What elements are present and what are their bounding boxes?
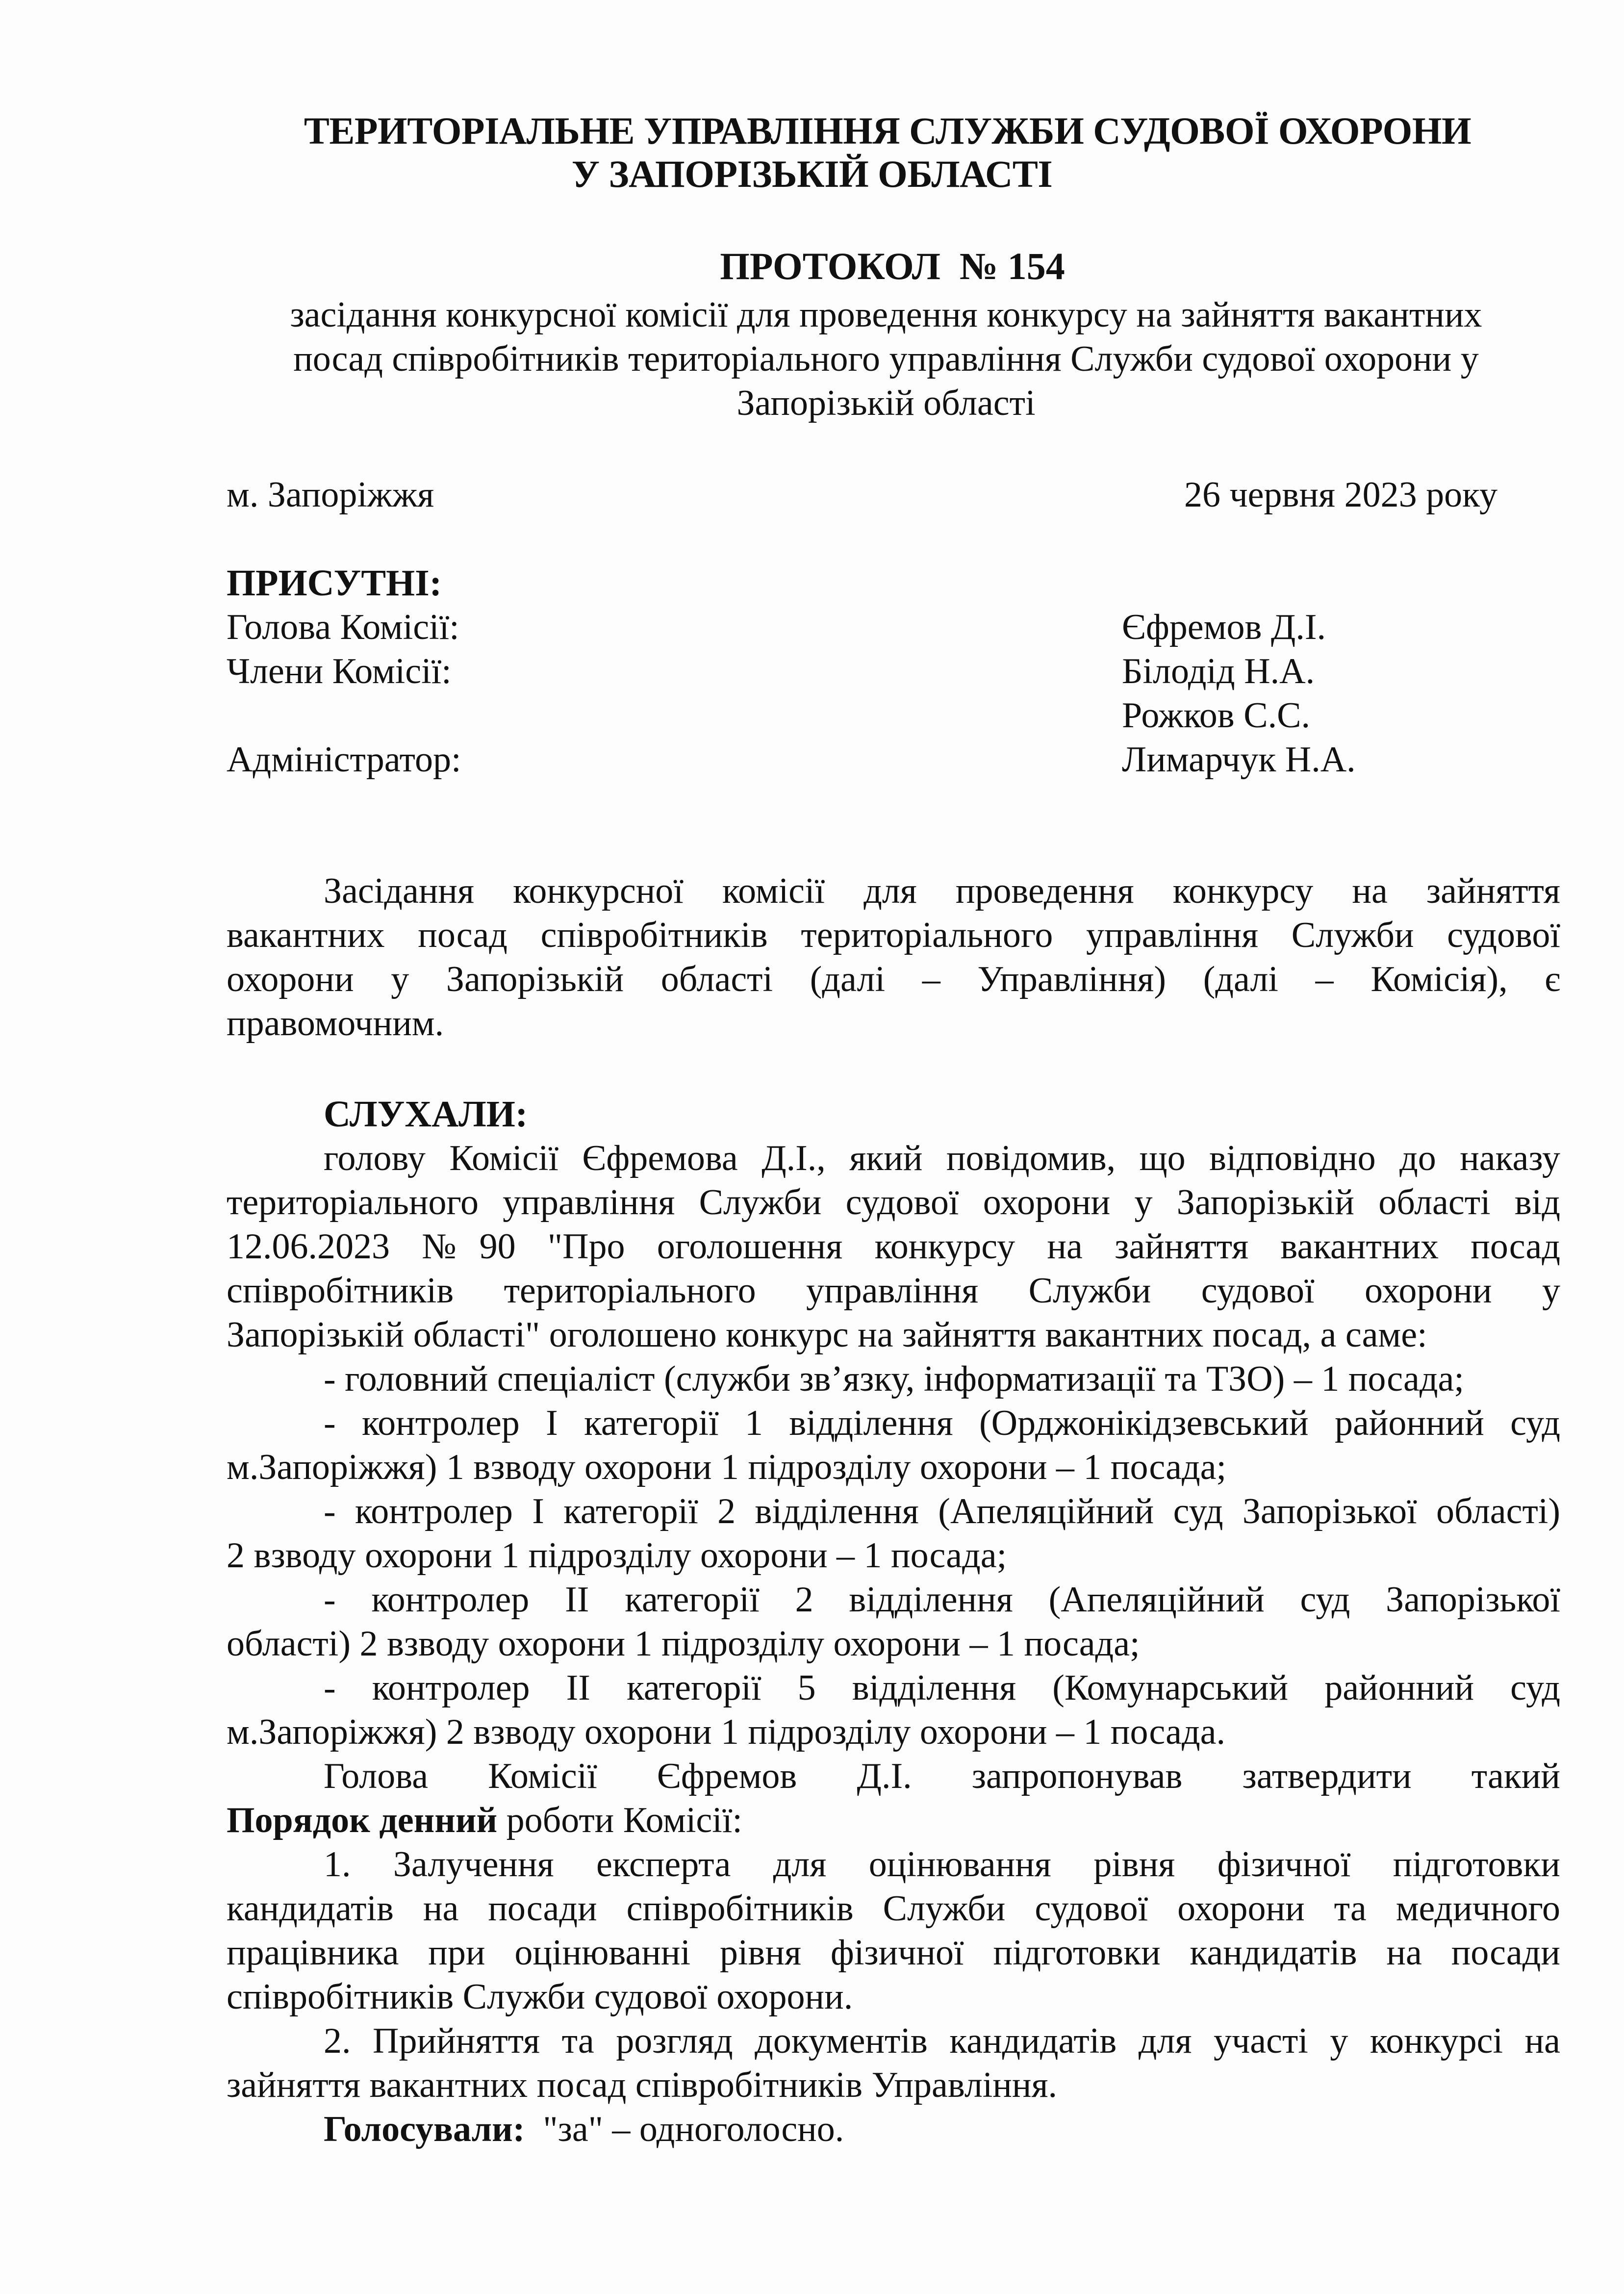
present-role: Голова Комісії:: [227, 607, 459, 647]
heard-line: м.Запоріжжя) 1 взводу охорони 1 підрозділу охорони – 1 посада;: [227, 1447, 1227, 1487]
heard-line: - головний спеціаліст (служби зв’язку, інформатизації та ТЗО) – 1 посада;: [324, 1359, 1464, 1399]
vote-value: "за" – одноголосно.: [525, 2109, 844, 2149]
present-name: Рожков С.С.: [1122, 695, 1310, 736]
present-name: Білодід Н.А.: [1122, 651, 1315, 691]
agenda-line: зайняття вакантних посад співробітників Управління.: [227, 2065, 1058, 2105]
agenda-line: 1. Залучення експерта для оцінювання рівня фізичної підготовки: [324, 1844, 1560, 1885]
org-title-line-1: ТЕРИТОРІАЛЬНЕ УПРАВЛІННЯ СЛУЖБИ СУДОВОЇ ОХОРОНИ: [304, 109, 1472, 152]
heard-line: області) 2 взводу охорони 1 підрозділу охорони – 1 посада;: [227, 1624, 1140, 1664]
place: м. Запоріжжя: [227, 475, 434, 515]
agenda-heading: [227, 1799, 742, 1842]
intro-line: охорони у Запорізькій області (далі – Управління) (далі – Комісія), є: [227, 959, 1560, 999]
heard-line: співробітників територіального управління Служби судової охорони у: [227, 1271, 1560, 1311]
heard-line: голову Комісії Єфремова Д.І., який повідомив, що відповідно до наказу: [324, 1138, 1560, 1178]
vote-line: [324, 2108, 844, 2151]
protocol-title: ПРОТОКОЛ № 154: [720, 245, 1065, 287]
protocol-subtitle-line: Запорізькій області: [736, 383, 1036, 423]
heard-line: Запорізькій області" оголошено конкурс на зайняття вакантних посад, а саме:: [227, 1315, 1427, 1355]
heard-line: - контролер ІІ категорії 5 відділення (Комунарський районний суд: [324, 1668, 1560, 1708]
agenda-line: працівника при оцінюванні рівня фізичної підготовки кандидатів на посади: [227, 1933, 1560, 1973]
present-name: Єфремов Д.І.: [1122, 607, 1326, 647]
agenda-line: 2. Прийняття та розгляд документів кандидатів для участі у конкурсі на: [324, 2021, 1560, 2061]
intro-line: Засідання конкурсної комісії для проведення конкурсу на зайняття: [324, 871, 1560, 911]
intro-line: правомочним.: [227, 1003, 444, 1044]
vote-label: Голосували:: [324, 2109, 525, 2149]
heard-line: 12.06.2023 №90 "Про оголошення конкурсу на зайняття вакантних посад: [227, 1226, 1560, 1267]
heard-line: м.Запоріжжя) 2 взводу охорони 1 підрозділу охорони – 1 посада.: [227, 1712, 1225, 1752]
present-role: Адміністратор:: [227, 739, 461, 780]
heard-line: територіального управління Служби судової охорони у Запорізькій області від: [227, 1182, 1560, 1223]
heard-line: 2 взводу охорони 1 підрозділу охорони – 1 посада;: [227, 1535, 1007, 1576]
present-heading: ПРИСУТНІ:: [227, 562, 442, 604]
agenda-label-rest: роботи Комісії:: [497, 1800, 742, 1840]
heard-line: - контролер І категорії 2 відділення (Апеляційний суд Запорізької області): [324, 1491, 1560, 1531]
agenda-line: співробітників Служби судової охорони.: [227, 1977, 853, 2017]
present-name: Лимарчук Н.А.: [1122, 739, 1356, 780]
heard-line: - контролер І категорії 1 відділення (Орджонікідзевський районний суд: [324, 1403, 1560, 1443]
heard-line: - контролер ІІ категорії 2 відділення (Апеляційний суд Запорізької: [324, 1580, 1560, 1620]
protocol-subtitle-line: засідання конкурсної комісії для проведення конкурсу на зайняття вакантних: [290, 295, 1482, 335]
protocol-subtitle-line: посад співробітників територіального управління Служби судової охорони у: [293, 339, 1479, 379]
agenda-line: кандидатів на посади співробітників Служби судової охорони та медичного: [227, 1888, 1560, 1929]
date: 26 червня 2023 року: [1184, 475, 1497, 515]
present-role: Члени Комісії:: [227, 651, 452, 691]
agenda-label: Порядок денний: [227, 1800, 498, 1840]
heard-heading: СЛУХАЛИ:: [324, 1094, 528, 1135]
org-title-line-2: У ЗАПОРІЗЬКІЙ ОБЛАСТІ: [571, 153, 1053, 195]
intro-line: вакантних посад співробітників територіального управління Служби судової: [227, 915, 1560, 955]
heard-line: Голова Комісії Єфремов Д.І. запропонував затвердити такий: [324, 1756, 1560, 1796]
